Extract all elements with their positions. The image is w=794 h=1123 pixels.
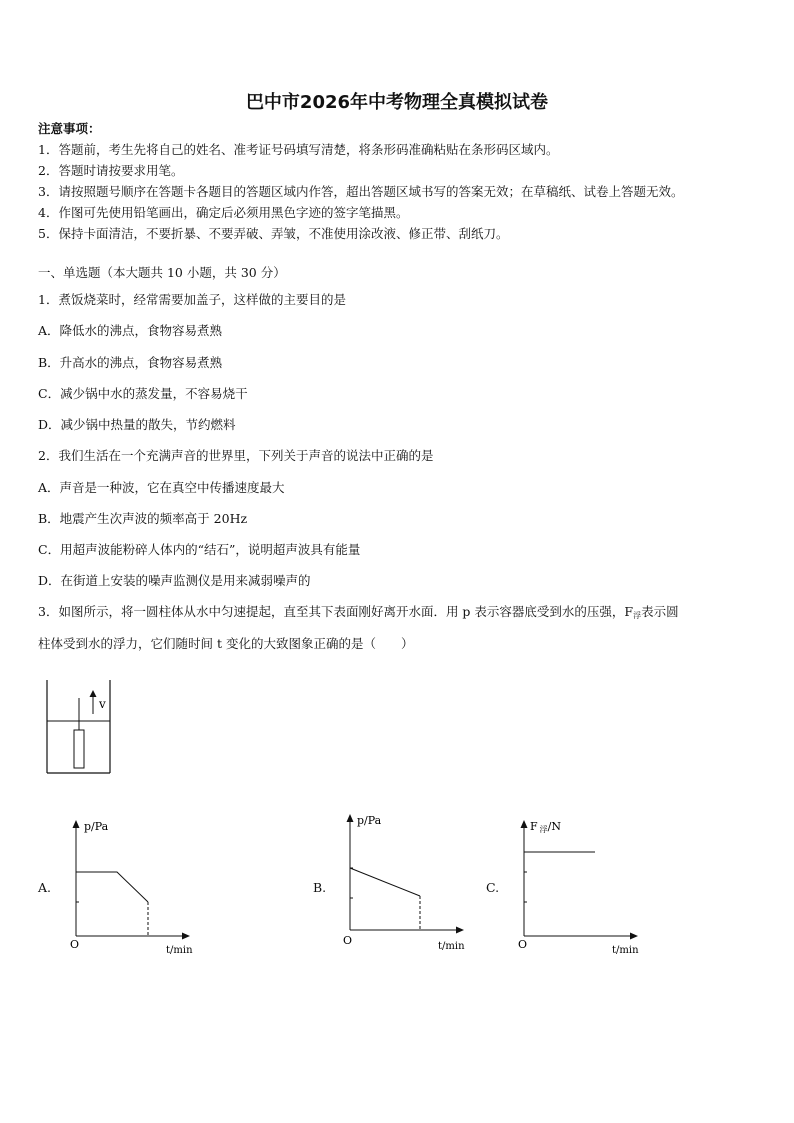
buoyancy-subscript: 浮 bbox=[633, 611, 642, 620]
question-stem-part: 表示圆 bbox=[641, 604, 679, 619]
x-axis-label: t/min bbox=[612, 945, 639, 956]
notice-item: 3．请按照题号顺序在答题卡各题目的答题区域内作答，超出答题区域书写的答案无效；在草稿纸、试卷上答题无效。 bbox=[38, 184, 684, 199]
container-figure bbox=[40, 676, 120, 778]
velocity-label: v bbox=[99, 697, 106, 711]
answer-option: C．用超声波能粉碎人体内的“结石”，说明超声波具有能量 bbox=[38, 542, 361, 557]
origin-label: O bbox=[70, 938, 80, 951]
y-axis-label: p/Pa bbox=[84, 820, 109, 833]
x-axis-arrow-icon bbox=[456, 927, 464, 934]
answer-option: B．升高水的沸点，食物容易煮熟 bbox=[38, 355, 223, 370]
notice-item: 2．答题时请按要求用笔。 bbox=[38, 163, 184, 178]
question-stem-line: 柱体受到水的浮力，它们随时间 t 变化的大致图象正确的是（ ） bbox=[38, 636, 414, 651]
answer-option: B．地震产生次声波的频率高于 20Hz bbox=[38, 511, 248, 526]
y-axis-label-sub: 浮 bbox=[539, 825, 548, 834]
question-stem: 2．我们生活在一个充满声音的世界里，下列关于声音的说法中正确的是 bbox=[38, 448, 434, 463]
x-axis-label: t/min bbox=[438, 941, 465, 952]
pressure-curve bbox=[76, 872, 148, 902]
y-axis-label-unit: /N bbox=[547, 820, 561, 833]
x-axis-arrow-icon bbox=[630, 933, 638, 940]
question-stem bbox=[38, 604, 679, 624]
origin-label: O bbox=[518, 938, 528, 951]
answer-option: C．减少锅中水的蒸发量，不容易烧干 bbox=[38, 386, 248, 401]
notice-item: 4．作图可先使用铅笔画出，确定后必须用黑色字迹的签字笔描黑。 bbox=[38, 205, 409, 220]
x-axis-label: t/min bbox=[166, 945, 193, 956]
y-axis-label: p/Pa bbox=[357, 814, 382, 827]
answer-option: D．减少锅中热量的散失，节约燃料 bbox=[38, 417, 236, 432]
y-axis-arrow-icon bbox=[73, 820, 80, 828]
x-axis-arrow-icon bbox=[182, 933, 190, 940]
graph-option-label: C. bbox=[486, 880, 500, 895]
y-axis-label bbox=[530, 820, 561, 834]
section-heading: 一、单选题（本大题共 10 小题，共 30 分） bbox=[38, 265, 286, 280]
y-axis-label-symbol: F bbox=[530, 820, 538, 833]
question-stem-part: 3．如图所示，将一圆柱体从水中匀速提起，直至其下表面刚好离开水面．用 p 表示容器底受到水的压强，F bbox=[38, 604, 634, 619]
answer-option: D．在街道上安装的噪声监测仪是用来减弱噪声的 bbox=[38, 573, 311, 588]
pressure-curve bbox=[350, 868, 420, 896]
page-title: 巴中市2026年中考物理全真模拟试卷 bbox=[245, 92, 549, 113]
notice-item: 1．答题前，考生先将自己的姓名、准考证号码填写清楚，将条形码准确粘贴在条形码区域内。 bbox=[38, 142, 559, 157]
notice-heading: 注意事项： bbox=[38, 121, 101, 136]
graph-option-label: A. bbox=[38, 880, 52, 895]
graph-option-label: B. bbox=[313, 880, 327, 895]
origin-label: O bbox=[343, 934, 353, 947]
notice-item: 5．保持卡面清洁，不要折暴、不要弄破、弄皱，不准使用涂改液、修正带、刮纸刀。 bbox=[38, 226, 509, 241]
graph-b bbox=[334, 808, 484, 956]
y-axis-arrow-icon bbox=[347, 814, 354, 822]
graph-a bbox=[60, 812, 210, 960]
arrow-head-icon bbox=[90, 690, 97, 697]
question-stem: 1．煮饭烧菜时，经常需要加盖子，这样做的主要目的是 bbox=[38, 292, 346, 307]
answer-option: A．降低水的沸点，食物容易煮熟 bbox=[38, 323, 223, 338]
graph-c bbox=[508, 812, 658, 960]
cylinder-block bbox=[74, 730, 84, 768]
answer-option: A．声音是一种波，它在真空中传播速度最大 bbox=[38, 480, 285, 495]
y-axis-arrow-icon bbox=[521, 820, 528, 828]
